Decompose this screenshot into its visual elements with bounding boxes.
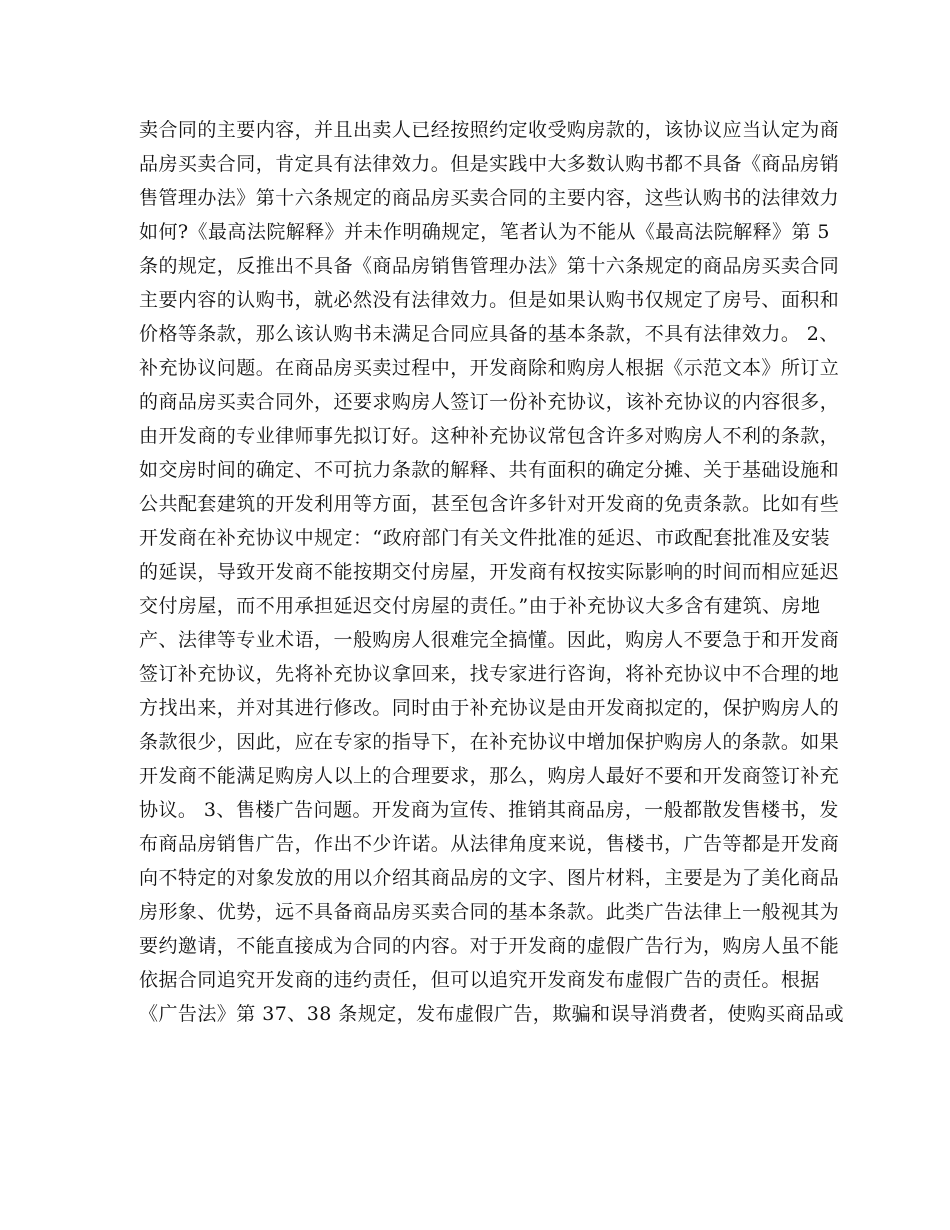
text-line: 的商品房买卖合同外，还要求购房人签订一份补充协议，该补充协议的内容很多，	[139, 391, 840, 413]
text-line: 条款很少，因此，应在专家的指导下，在补充协议中增加保护购房人的条款。如果	[139, 731, 840, 753]
text-line: 由开发商的专业律师事先拟订好。这种补充协议常包含许多对购房人不利的条款，	[139, 425, 840, 447]
text-line: 公共配套建筑的开发利用等方面，甚至包含许多针对开发商的免责条款。比如有些	[139, 493, 840, 515]
text-line: 依据合同追究开发商的违约责任，但可以追究开发商发布虚假广告的责任。根据	[139, 969, 820, 991]
text-line: 开发商在补充协议中规定：“政府部门有关文件批准的延迟、市政配套批准及安装	[139, 527, 830, 549]
text-line: 售管理办法》第十六条规定的商品房买卖合同的主要内容，这些认购书的法律效力	[139, 187, 840, 209]
text-line: 方找出来，并对其进行修改。同时由于补充协议是由开发商拟定的，保护购房人的	[139, 697, 840, 719]
text-line: 卖合同的主要内容，并且出卖人已经按照约定收受购房款的，该协议应当认定为商	[139, 119, 840, 141]
text-line: 品房买卖合同，肯定具有法律效力。但是实践中大多数认购书都不具备《商品房销	[139, 153, 840, 175]
text-line: 要约邀请，不能直接成为合同的内容。对于开发商的虚假广告行为，购房人虽不能	[139, 935, 840, 957]
text-line: 签订补充协议，先将补充协议拿回来，找专家进行咨询，将补充协议中不合理的地	[139, 663, 840, 685]
text-line: 向不特定的对象发放的用以介绍其商品房的文字、图片材料，主要是为了美化商品	[139, 867, 840, 889]
text-line: 价格等条款，那么该认购书未满足合同应具备的基本条款，不具有法律效力。 2、	[139, 323, 839, 345]
text-line: 布商品房销售广告，作出不少许诺。从法律角度来说，售楼书，广告等都是开发商	[139, 833, 840, 855]
text-line: 交付房屋，而不用承担延迟交付房屋的责任。”由于补充协议大多含有建筑、房地	[139, 595, 821, 617]
text-line: 条的规定，反推出不具备《商品房销售管理办法》第十六条规定的商品房买卖合同	[139, 255, 840, 277]
text-line: 《广告法》第 37、38 条规定，发布虚假广告，欺骗和误导消费者，使购买商品或	[139, 1003, 844, 1025]
text-line: 如交房时间的确定、不可抗力条款的解释、共有面积的确定分摊、关于基础设施和	[139, 459, 840, 481]
text-line: 协议。 3、售楼广告问题。开发商为宣传、推销其商品房，一般都散发售楼书，发	[139, 799, 839, 821]
text-line: 如何?《最高法院解释》并未作明确规定，笔者认为不能从《最高法院解释》第 5	[139, 221, 830, 243]
text-line: 补充协议问题。在商品房买卖过程中，开发商除和购房人根据《示范文本》所订立	[139, 357, 840, 379]
text-line: 主要内容的认购书，就必然没有法律效力。但是如果认购书仅规定了房号、面积和	[139, 289, 840, 311]
text-line: 的延误，导致开发商不能按期交付房屋，开发商有权按实际影响的时间而相应延迟	[139, 561, 840, 583]
text-line: 产、法律等专业术语，一般购房人很难完全搞懂。因此，购房人不要急于和开发商	[139, 629, 840, 651]
text-line: 房形象、优势，远不具备商品房买卖合同的基本条款。此类广告法律上一般视其为	[139, 901, 840, 923]
document-body-text	[139, 113, 844, 1031]
text-line: 开发商不能满足购房人以上的合理要求，那么，购房人最好不要和开发商签订补充	[139, 765, 840, 787]
